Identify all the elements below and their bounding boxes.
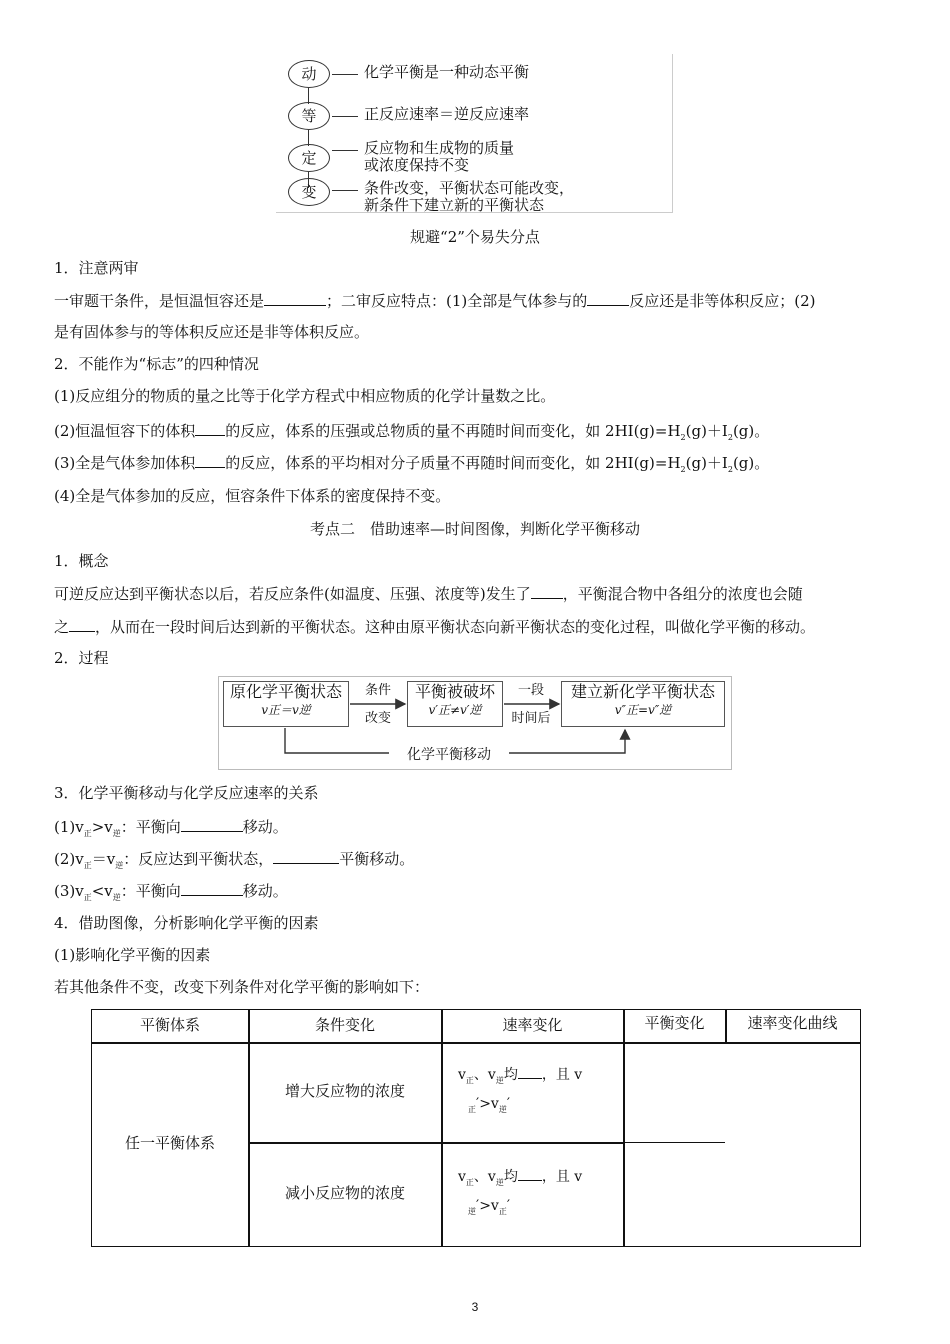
state-box: 建立新化学平衡状态 v″正=v″逆: [561, 681, 725, 727]
feature-text: 或浓度保持不变: [364, 156, 470, 174]
fill-blank: [518, 1166, 542, 1181]
rate-change: $_逆'>v_正'$: [468, 1198, 511, 1216]
bottom-label: 化学平衡移动: [389, 744, 509, 764]
table-cell: [441, 1142, 625, 1247]
table-cell: [623, 1042, 861, 1247]
state-box: 原化学平衡状态 v正＝v逆: [223, 681, 349, 727]
list-item: (4)全是气体参加的反应，恒容条件下体系的密度保持不变。: [54, 487, 451, 505]
caption: 规避“2”个易失分点: [410, 228, 540, 246]
table-cell: [441, 1042, 625, 1144]
feature-text: 新条件下建立新的平衡状态: [364, 196, 545, 214]
feature-text: 正反应速率＝逆反应速率: [364, 105, 530, 123]
paragraph: 一审题干条件，是恒温恒容还是 ；二审反应特点：(1)全部是气体参与的 反应还是非等体积反应；(2): [54, 292, 816, 310]
sub-title: (1)影响化学平衡的因素: [54, 946, 211, 964]
fill-blank: [587, 290, 629, 306]
fill-blank: [181, 816, 243, 832]
fill-blank: [531, 583, 563, 599]
paragraph: 是有固体参与的等体积反应还是非等体积反应。: [54, 323, 370, 341]
condition-cell: 减小反应物的浓度: [284, 1184, 405, 1202]
section-title: 1．注意两审: [54, 259, 139, 277]
dash: [332, 74, 358, 75]
dash: [332, 190, 358, 191]
fill-blank: [195, 452, 225, 468]
fill-blank: [69, 616, 95, 632]
dash: [332, 150, 358, 151]
list-item: $(2)v_正=v_逆$：反应达到平衡状态， 平衡移动。: [54, 850, 415, 870]
fill-blank: [181, 880, 243, 896]
equilibrium-features-diagram: [276, 54, 673, 213]
section-title: 4．借助图像，分析影响化学平衡的因素: [54, 914, 319, 932]
paragraph: 可逆反应达到平衡状态以后，若反应条件(如温度、压强、浓度等)发生了 ，平衡混合物中各组分的浓度也会随: [54, 585, 803, 603]
system-cell: 任一平衡体系: [124, 1134, 215, 1152]
dash: [332, 116, 358, 117]
fill-blank: [518, 1064, 542, 1079]
feature-text: 条件改变，平衡状态可能改变，: [364, 179, 575, 197]
row-divider: [623, 1142, 725, 1143]
feature-oval: 等: [288, 102, 330, 130]
paragraph: 之 ，从而在一段时间后达到新的平衡状态。这种由原平衡状态向新平衡状态的变化过程，叫做化学平衡的移动。: [54, 618, 816, 636]
paragraph: 若其他条件不变，改变下列条件对化学平衡的影响如下：: [54, 978, 430, 996]
heading: 考点二 借助速率—时间图像，判断化学平衡移动: [309, 520, 640, 538]
feature-oval: 定: [288, 144, 330, 172]
list-item: $(3)v_正<v_逆$：平衡向 移动。: [54, 882, 288, 902]
list-item: (2)恒温恒容下的体积 的反应，体系的压强或总物质的量不再随时间而变化，如 $2HI(g)=H_2(g)+I_2(g)$。: [54, 422, 770, 442]
section-title: 2．过程: [54, 649, 109, 667]
fill-blank: [273, 848, 339, 864]
feature-oval: 动: [288, 60, 330, 88]
state-box: 平衡被破坏 v′正≠v′逆: [407, 681, 503, 727]
section-title: 3．化学平衡移动与化学反应速率的关系: [54, 784, 319, 802]
list-item: (1)反应组分的物质的量之比等于化学方程式中相应物质的化学计量数之比。: [54, 387, 556, 405]
process-diagram: 原化学平衡状态 v正＝v逆 条件 改变 平衡被破坏 v′正≠v′逆 一段 时间后 建立新化学平衡状态 v″正=v″逆 化学平衡移动: [218, 676, 732, 770]
feature-text: 反应物和生成物的质量: [364, 139, 515, 157]
condition-cell: 增大反应物的浓度: [284, 1082, 405, 1100]
rate-change: $v_正$、$v_逆$均 ，且 v: [458, 1064, 582, 1086]
fill-blank: [195, 420, 225, 436]
rate-change: $_正'>v_逆'$: [468, 1096, 511, 1114]
page-number: 3: [471, 1300, 479, 1314]
feature-text: 化学平衡是一种动态平衡: [364, 63, 530, 81]
list-item: $(1)v_正>v_逆$：平衡向 移动。: [54, 818, 288, 838]
section-title: 2．不能作为“标志”的四种情况: [54, 355, 259, 373]
feature-oval: 变: [288, 178, 330, 206]
fill-blank: [264, 290, 326, 306]
list-item: (3)全是气体参加体积 的反应，体系的平均相对分子质量不再随时间而变化，如 $2HI(g)=H_2(g)+I_2(g)$。: [54, 454, 770, 474]
rate-change: $v_正$、$v_逆$均 ，且 v: [458, 1166, 582, 1188]
section-title: 1．概念: [54, 552, 109, 570]
